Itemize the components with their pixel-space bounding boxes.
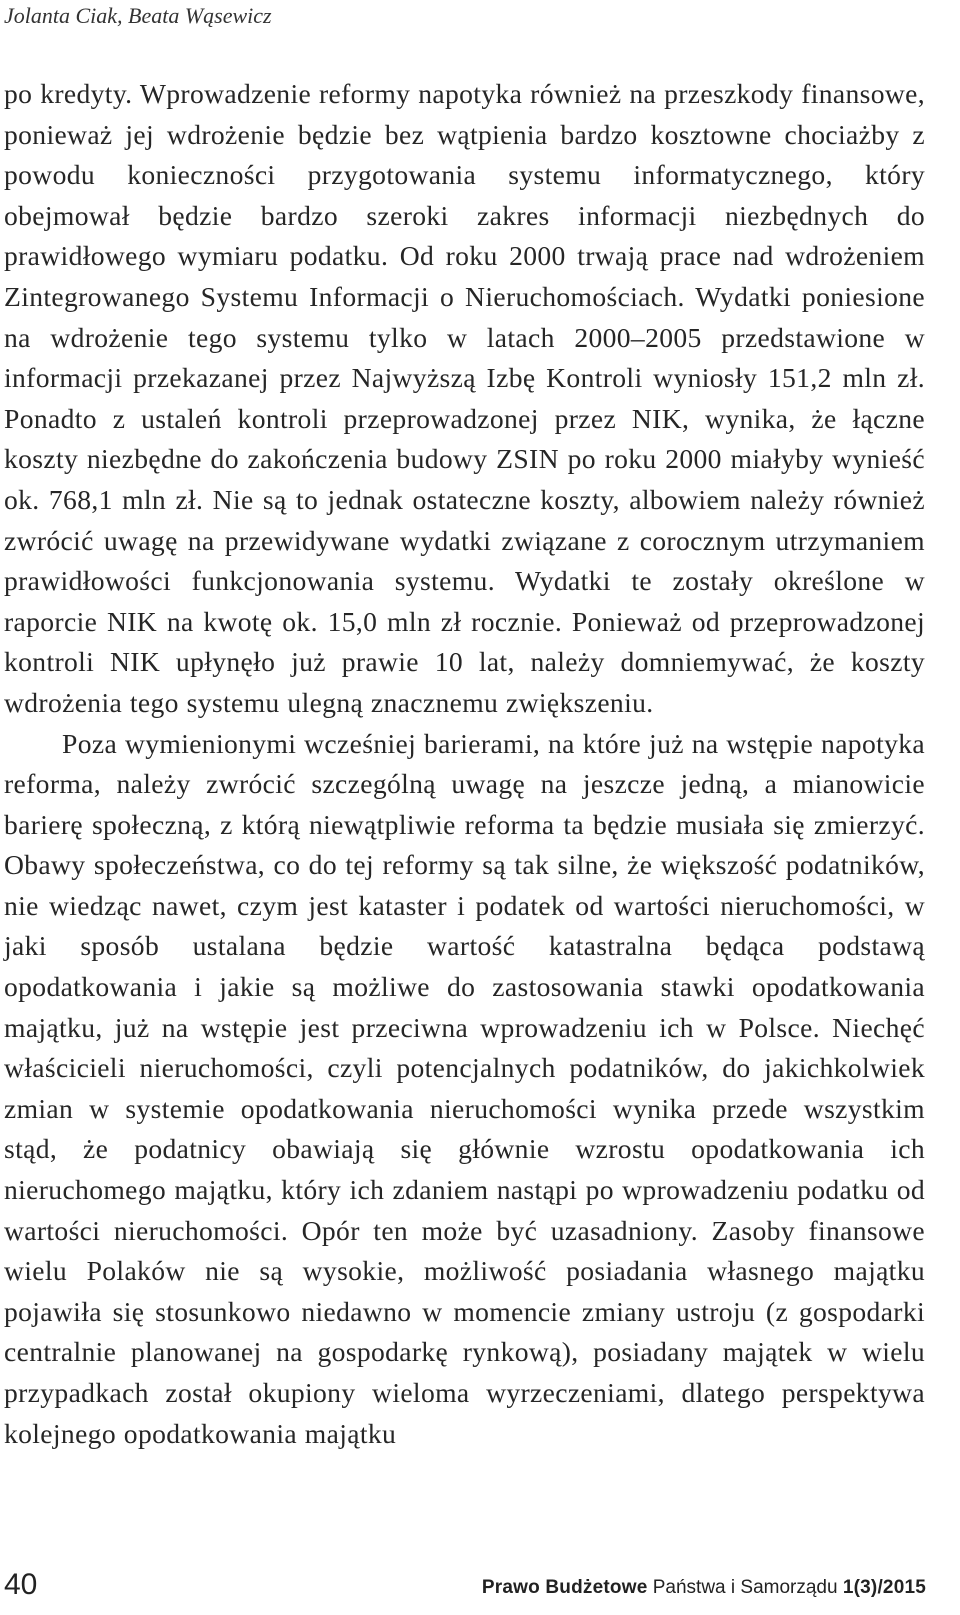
journal-title	[482, 1576, 926, 1602]
page-footer	[4, 1562, 926, 1602]
journal-issue: 1(3)/2015	[842, 1577, 926, 1598]
paragraph-2: Poza wymienionymi wcześniej barierami, na które już na wstępie napotyka reforma, należy zwrócić szczególną uwagę na jeszcze jedną, a mianowicie barierę społeczną, z którą niewątpliwie reforma ta będzie musiała się zmierzyć. Obawy społeczeństwa, co do tej reformy są tak silne, że większość podatników, nie wiedząc nawet, czym jest kataster i podatek od wartości nieruchomości, w jaki sposób ustalana będzie wartość katastralna będąca podstawą opodatkowania i jakie są możliwe do zastosowania stawki opodatkowania majątku, już na wstępie jest przeciwna wprowadzeniu ich w Polsce. Niechęć właścicieli nieruchomości, czyli potencjalnych podatników, do jakichkolwiek zmian w systemie opodatkowania nieruchomości wynika przede wszystkim stąd, że podatnicy obawiają się głównie wzrostu opodatkowania ich nieruchomego majątku, który ich zdaniem nastąpi po wprowadzeniu podatku od wartości nieruchomości. Opór ten może być uzasadniony. Zasoby finansowe wielu Polaków nie są wysokie, możliwość posiadania własnego majątku pojawiła się stosunkowo niedawno w momencie zmiany ustroju (z gospodarki centralnie planowanej na gospodarkę rynkową), posiadany majątek w wielu przypadkach został okupiony wieloma wyrzeczeniami, dlatego perspektywa kolejnego opodatkowania majątku	[4, 727, 925, 1449]
paragraph-1: po kredyty. Wprowadzenie reformy napotyka również na przeszkody finansowe, ponieważ jej wdrożenie będzie bez wątpienia bardzo kosztowne chociażby z powodu konieczności przygotowania systemu informatycznego, który obejmował będzie bardzo szeroki zakres informacji niezbędnych do prawidłowego wymiaru podatku. Od roku 2000 trwają prace nad wdrożeniem Zintegrowanego Systemu Informacji o Nieruchomościach. Wydatki poniesione na wdrożenie tego systemu tylko w latach 2000–2005 przedstawione w informacji przekazanej przez Najwyższą Izbę Kontroli wyniosły 151,2 mln zł. Ponadto z ustaleń kontroli przeprowadzonej przez NIK, wynika, że łączne koszty niezbędne do zakończenia budowy ZSIN po roku 2000 miałyby wynieść ok. 768,1 mln zł. Nie są to jednak ostateczne koszty, albowiem należy również zwrócić uwagę na przewidywane wydatki związane z corocznym utrzymaniem prawidłowości funkcjonowania systemu. Wydatki te zostały określone w raporcie NIK na kwotę ok. 15,0 mln zł rocznie. Ponieważ od przeprowadzonej kontroli NIK upłynęło już prawie 10 lat, należy domniemywać, że koszty wdrożenia tego systemu ulegną znacznemu zwiększeniu.	[4, 78, 925, 718]
journal-title-main: Prawo Budżetowe	[481, 1577, 648, 1598]
page-number: 40	[4, 1568, 38, 1601]
article-body	[4, 74, 925, 1454]
running-head-authors: Jolanta Ciak, Beata Wąsewicz	[4, 3, 272, 28]
journal-title-sub: Państwa i Samorządu	[652, 1577, 838, 1598]
